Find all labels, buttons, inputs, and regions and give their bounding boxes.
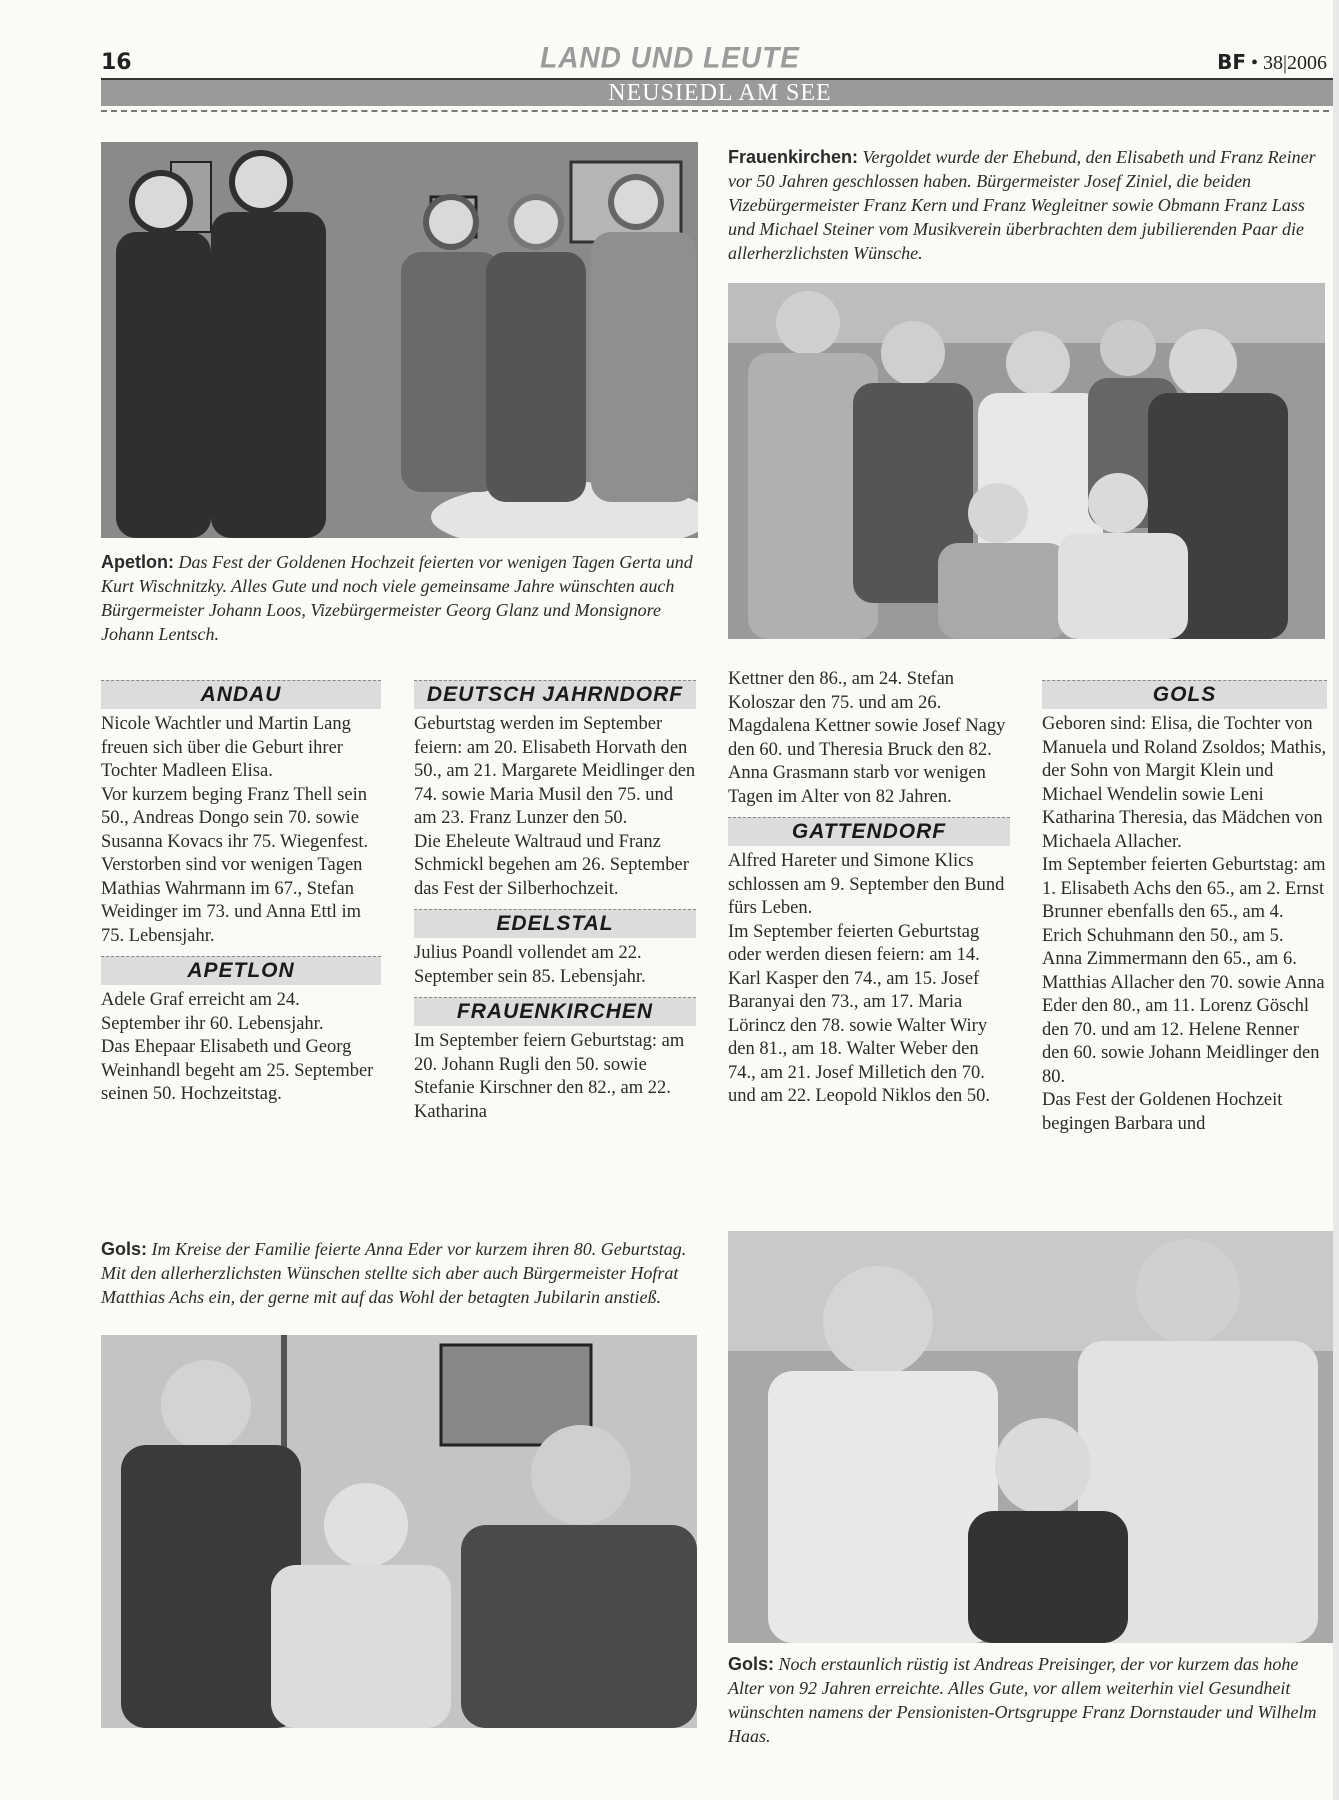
photo-gols-preisinger (728, 1231, 1333, 1643)
photo-frauenkirchen-group (728, 283, 1325, 639)
page-edge (1333, 0, 1339, 1800)
section-title: LAND UND LEUTE (540, 41, 800, 74)
caption-place: Gols: (728, 1654, 775, 1674)
column-2 (414, 680, 696, 1124)
caption-frauenkirchen (728, 145, 1333, 265)
heading-edelstal: EDELSTAL (414, 909, 696, 938)
caption-place: Gols: (101, 1239, 148, 1259)
heading-gattendorf: GATTENDORF (728, 817, 1010, 846)
region-title: NEUSIEDL AM SEE (608, 80, 832, 106)
paragraph: Das Ehepaar Elisabeth und Georg Weinhandl begeht am 25. September seinen 50. Hochzeitstag. (101, 1037, 374, 1104)
paragraph: Alfred Hareter und Simone Klics schlossen am 9. September den Bund fürs Leben. (728, 851, 1005, 918)
caption-gols-eder (101, 1237, 701, 1309)
paragraph: Vor kurzem beging Franz Thell sein 50., Andreas Dongo sein 70. sowie Susanna Kovacs ihr 75. Wiegenfest. (101, 784, 369, 852)
heading-apetlon: APETLON (101, 956, 381, 985)
column-1 (101, 680, 381, 1107)
heading-frauenkirchen: FRAUENKIRCHEN (414, 997, 696, 1026)
paragraph: Die Eheleute Waltraud und Franz Schmickl begehen am 26. September das Fest der Silberhochzeit. (414, 831, 689, 899)
paragraph: Anna Grasmann starb vor wenigen Tagen im Alter von 82 Jahren. (728, 763, 986, 807)
column-3 (728, 668, 1010, 1109)
paragraph: Im September feierten Geburtstag oder werden diesen feiern: am 14. Karl Kasper den 74., am 15. Josef Baranyai den 73., am 17. Maria Lörincz den 78. sowie Walter Wiry den 81., am 18. Walter Weber den 74., am 21. Josef Milletich den 70. und am 22. Leopold Niklos den 50. (728, 921, 991, 1106)
photo-gols-eder (101, 1335, 697, 1728)
heading-gols: GOLS (1042, 680, 1327, 709)
paragraph: Verstorben sind vor wenigen Tagen Mathias Wahrmann im 67., Stefan Weidinger im 73. und Anna Ettl im 75. Lebensjahr. (101, 855, 363, 946)
issue-number: • 38|2006 (1250, 52, 1327, 74)
heading-andau: ANDAU (101, 680, 381, 709)
caption-text: Im Kreise der Familie feierte Anna Eder vor kurzem ihren 80. Geburtstag. Mit den allerherzlichsten Wünschen stellte sich aber auch Bürgermeister Hofrat Matthias Achs ein, der gerne mit auf das Wohl der betagten Jubilarin anstieß. (101, 1239, 687, 1307)
paragraph: Adele Graf erreicht am 24. September ihr 60. Lebensjahr. (101, 990, 324, 1034)
paragraph: Im September feiern Geburtstag: am 20. Johann Rugli den 50. sowie Stefanie Kirschner den 82., am 22. Katharina (414, 1031, 685, 1122)
page-number: 16 (101, 50, 132, 75)
photo-apetlon-group (101, 142, 698, 538)
heading-deutsch-jahrndorf: DEUTSCH JAHRNDORF (414, 680, 696, 709)
caption-apetlon (101, 550, 701, 646)
region-divider (101, 110, 1339, 112)
caption-place: Frauenkirchen: (728, 147, 859, 167)
brand: BF (1217, 50, 1246, 74)
caption-place: Apetlon: (101, 552, 174, 572)
paragraph: Im September feierten Geburtstag: am 1. Elisabeth Achs den 65., am 2. Ernst Brunner ebenfalls den 65., am 4. Erich Schuhmann den 50., am 5. Anna Zimmermann den 65., am 6. Matthias Allacher den 70. sowie Anna Eder den 80., am 11. Lorenz Göschl den 70. und am 12. Helene Renner den 60. sowie Johann Meidlinger den 80. (1042, 855, 1326, 1087)
caption-text: Noch erstaunlich rüstig ist Andreas Preisinger, der vor kurzem das hohe Alter von 92 Jahren erreichte. Alles Gute, vor allem weiterhin viel Gesundheit wünschten namens der Pensionisten-Ortsgruppe Franz Dornstauder und Wilhelm Haas. (728, 1654, 1317, 1746)
caption-gols-preisinger (728, 1652, 1328, 1748)
paragraph: Kettner den 86., am 24. Stefan Koloszar den 75. und am 26. Magdalena Kettner sowie Josef Nagy den 60. und Theresia Bruck den 82. (728, 669, 1006, 760)
paragraph: Das Fest der Goldenen Hochzeit begingen Barbara und (1042, 1090, 1283, 1134)
caption-text: Vergoldet wurde der Ehebund, den Elisabeth und Franz Reiner vor 50 Jahren geschlossen haben. Bürgermeister Josef Ziniel, die beiden Vizebürgermeister Franz Kern und Franz Wegleitner sowie Obmann Franz Lass und Michael Steiner vom Musikverein überbrachten dem jubilierenden Paar die allerherzlichsten Wünsche. (728, 147, 1316, 263)
column-4 (1042, 680, 1327, 1136)
caption-text: Das Fest der Goldenen Hochzeit feierten vor wenigen Tagen Gerta und Kurt Wischnitzky. Alles Gute und noch viele gemeinsame Jahre wünschten auch Bürgermeister Johann Loos, Vizebürgermeister Georg Glanz und Monsignore Johann Lentsch. (101, 552, 693, 644)
paragraph: Nicole Wachtler und Martin Lang freuen sich über die Geburt ihrer Tochter Madleen Elisa. (101, 714, 351, 781)
issue-info (1217, 50, 1327, 75)
paragraph: Geboren sind: Elisa, die Tochter von Manuela und Roland Zsoldos; Mathis, der Sohn von Margit Klein und Michael Wendelin sowie Leni Katharina Theresia, das Mädchen von Michaela Allacher. (1042, 714, 1327, 852)
paragraph: Julius Poandl vollendet am 22. September sein 85. Lebensjahr. (414, 943, 646, 987)
paragraph: Geburtstag werden im September feiern: am 20. Elisabeth Horvath den 50., am 21. Margarete Meidlinger den 74. sowie Maria Musil den 75. und am 23. Franz Lunzer den 50. (414, 714, 696, 828)
